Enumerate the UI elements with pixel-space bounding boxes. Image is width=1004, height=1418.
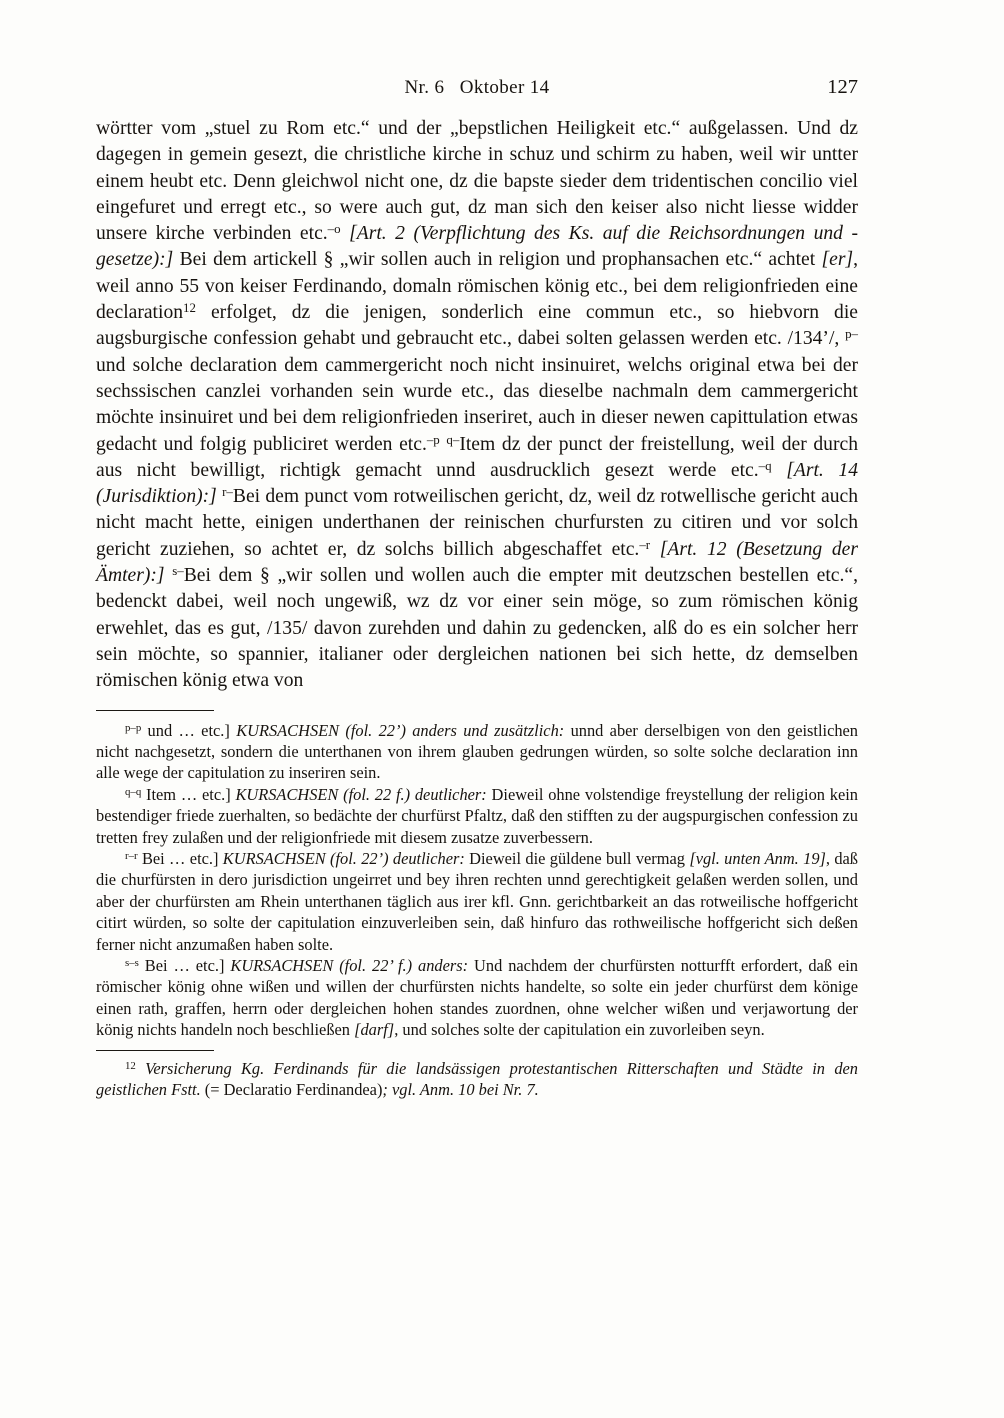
- text-segment: Und nachdem der churfürsten notturfft erfordert, daß ein römischer könig ohne wißen und willen der churfürsten nichts handelte, so solte ein jeder churfürst dem könige einen rath, graffen, herrn oder dergleichen hohen standes zuordnen, ohne welcher wißen und verjawortung der könig nichts handeln noch beschließen: [96, 956, 858, 1040]
- apparatus-separator-rule: [96, 710, 214, 711]
- footnote-section: [96, 1058, 858, 1101]
- apparatus-note-r: [96, 848, 858, 955]
- superscript-siglum: –q: [758, 457, 772, 473]
- superscript-siglum: p–p: [125, 721, 142, 734]
- main-text-block: [96, 116, 858, 695]
- text-segment: Dieweil ohne volstendige freystellung der religion kein bestendiger friede zuerhalten, so bedächte der churfürst Pfaltz, daß den stifften zu der augspurgischen confession zu tretten frey zulaßen und der religionfriede mit diesem zusatze zuverbessern.: [96, 784, 858, 847]
- italic-text-segment: [er]: [821, 249, 854, 271]
- page-header: [96, 76, 858, 100]
- italic-text-segment: [Art. 12 (Besetzung der Ämter):]: [96, 538, 858, 587]
- text-segment: Bei … etc.]: [137, 848, 223, 868]
- italic-text-segment: KURSACHSEN (fol. 22’) deutlicher:: [222, 848, 465, 868]
- italic-text-segment: Versicherung Kg. Ferdinands für die landsässigen protestantischen Ritterschaften und Städte in den geistlichen Fstt.: [96, 1058, 858, 1100]
- apparatus-section: [96, 720, 858, 1041]
- superscript-siglum: 12: [125, 1059, 136, 1072]
- superscript-siglum: –o: [327, 220, 341, 236]
- text-segment: , und solches solte der capitulation ein zuvorleiben seyn.: [394, 1020, 765, 1040]
- page-number: 127: [827, 76, 858, 98]
- superscript-siglum: r–: [222, 483, 233, 499]
- footnote-separator-rule: [96, 1050, 214, 1051]
- text-segment: [341, 223, 350, 244]
- text-segment: Dieweil die güldene bull vermag: [464, 848, 690, 868]
- text-segment: , daß die churfürsten in dero jurisdiction ungeirret und bey ihren rechten unnd gerechtigkeit gelaßen werden sollen, und aber der churfürsten am Rhein unterthanen täglich aus irer kfl. Gnn. gerichtbarkeit an das rotweilische hoffgericht citirt würden, so solte der capitulation einzuverleiben sein, daß hinfuro das rothweilische hoffgericht sich deßen ferner nicht anzumaßen haben solte.: [96, 848, 858, 954]
- text-segment: Bei dem artickell § „wir sollen auch in religion und prophansachen etc.“ achtet: [173, 249, 822, 271]
- text-segment: [772, 460, 787, 481]
- italic-text-segment: [Art. 14 (Jurisdiktion):]: [96, 459, 858, 508]
- apparatus-note-p: [96, 720, 858, 784]
- running-title: Nr. 6 Oktober 14: [404, 77, 550, 98]
- apparatus-note-s: [96, 955, 858, 1041]
- text-segment: und solche declaration dem cammergericht noch nicht insinuiret, welchs original etwa bei der sechssischen canzlei vorhanden sein wurde etc., das dieselbe nachmaln dem cammergericht möchte insinuiret und bei dem religionfrieden inseriret, auch in dieser newen capittulation etwas gedacht und folgig publiciret werden etc.: [96, 354, 858, 455]
- superscript-siglum: s–s: [125, 956, 139, 969]
- text-segment: Bei … etc.]: [138, 956, 231, 975]
- text-segment: erfolget, dz die jenigen, sonderlich eine commun etc., so hiebvorn die augsburgische confession gehabt und gebraucht etc., dabei solten gelassen werden etc. /134’/,: [96, 302, 858, 350]
- italic-text-segment: ; vgl. Anm. 10 bei Nr. 7.: [382, 1080, 539, 1100]
- superscript-siglum: p–: [845, 326, 858, 342]
- text-segment: , weil anno 55 von keiser Ferdinando, domaln römischen könig etc., bei dem religionfrieden eine declaration: [96, 249, 858, 324]
- text-segment: [650, 539, 660, 560]
- text-segment: Item … etc.]: [141, 784, 236, 804]
- text-segment: wörtter vom „stuel zu Rom etc.“ und der „bepstlichen Heiligkeit etc.“ außgelassen. Und dz dagegen in gemein gesezt, die christliche kirche in schuz und schirm zu haben, weil wir untter einem heubt etc. Denn gleichwol nicht one, dz die bapste sieder dem tridentischen concilio viel eingefuret und erregt etc., so were auch gut, dz man sich den keiser also nicht liesse widder unsere kirche verbinden etc.: [96, 118, 858, 245]
- text-segment: Item dz der punct der freistellung, weil der durch aus nicht bewilligt, richtigk gemacht unnd ausdrucklich gesezt werde etc.: [96, 433, 858, 481]
- apparatus-note-q: [96, 784, 858, 848]
- footnote-12: [96, 1058, 858, 1101]
- superscript-siglum: r–r: [125, 849, 138, 862]
- text-segment: (= Declaratio Ferdinandea): [204, 1080, 383, 1100]
- text-segment: Bei dem § „wir sollen und wollen auch die empter mit deutzschen bestellen etc.“, bedenckt dabei, weil noch ungewiß, wz dz vor einer sein möge, so zum römischen könig erwehlet, das es gut, /135/ davon zurehden und dahin zu gedencken, alß do es ein solcher herr sein möchte, so spannier, italianer oder dergleichen nationen bei sich hette, dz demselben römischen könig etwa von: [96, 565, 858, 692]
- main-text-paragraph: [96, 116, 858, 695]
- superscript-siglum: –r: [639, 536, 651, 552]
- superscript-siglum: q–: [446, 431, 460, 447]
- text-segment: [136, 1059, 145, 1078]
- text-segment: und … etc.]: [141, 720, 237, 740]
- text-segment: Bei dem punct vom rotweilischen gericht, dz, weil dz rotwellische gericht auch nicht macht hette, einigen underthanen der reinischen churfursten zu citiren und vor solch gericht zuziehen, so achtet er, dz solchs billich abgeschaffet etc.: [96, 486, 858, 560]
- italic-text-segment: [vgl. unten Anm. 19]: [689, 848, 826, 868]
- italic-text-segment: KURSACHSEN (fol. 22 f.) deutlicher:: [235, 784, 487, 804]
- superscript-siglum: –p: [426, 431, 440, 447]
- italic-text-segment: [darf]: [354, 1020, 395, 1040]
- superscript-siglum: s–: [172, 562, 184, 578]
- text-segment: unnd aber derselbigen von den geistlichen nicht nachgesetzt, sondern die unterthanen von ihrem glauben gedrungen würden, so solte solche declaration inn alle wege der capitulation zu inseriren sein.: [96, 720, 859, 783]
- italic-text-segment: KURSACHSEN (fol. 22’ f.) anders:: [230, 956, 469, 975]
- italic-text-segment: [Art. 2 (Verpflichtung des Ks. auf die Reichsordnungen und -gesetze):]: [96, 223, 859, 271]
- superscript-siglum: 12: [183, 299, 196, 315]
- superscript-siglum: q–q: [125, 785, 142, 798]
- italic-text-segment: KURSACHSEN (fol. 22’) anders und zusätzlich:: [236, 720, 565, 740]
